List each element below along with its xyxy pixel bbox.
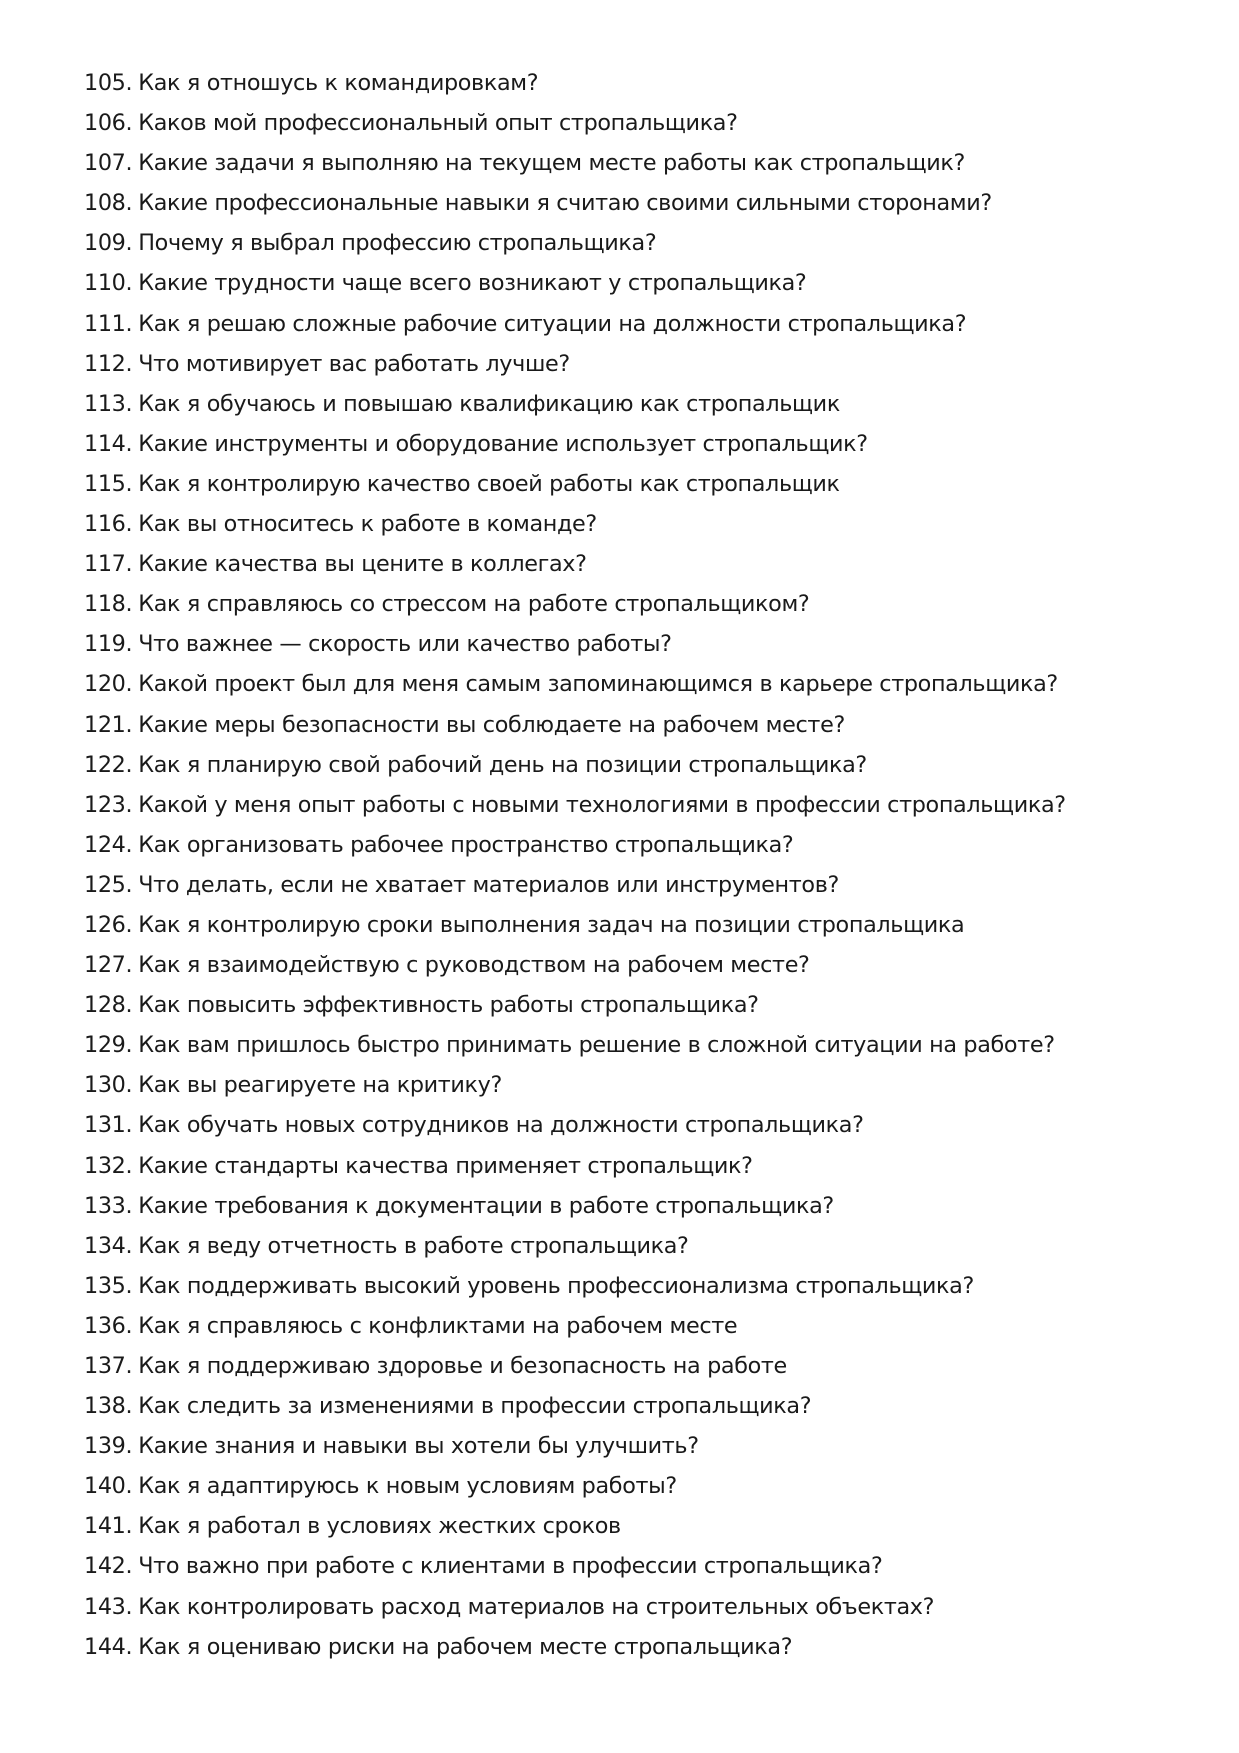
question-text: Как следить за изменениями в профессии стропальщика? (138, 1393, 812, 1420)
question-text: Как обучать новых сотрудников на должности стропальщика? (138, 1112, 864, 1139)
question-text: Как контролировать расход материалов на строительных объектах? (138, 1593, 935, 1620)
question-item (84, 504, 1204, 544)
question-item (84, 905, 1204, 945)
question-item (84, 584, 1204, 624)
question-text: Как я контролирую сроки выполнения задач на позиции стропальщика (138, 911, 965, 938)
question-text: Какие задачи я выполняю на текущем месте работы как стропальщик? (138, 150, 965, 177)
question-item (84, 1226, 1204, 1266)
question-item (84, 1266, 1204, 1306)
question-text: Как организовать рабочее пространство стропальщика? (138, 831, 794, 858)
question-number: 143. (84, 1593, 133, 1620)
question-text: Почему я выбрал профессию стропальщика? (138, 230, 657, 257)
question-item (84, 1587, 1204, 1627)
question-number: 116. (84, 511, 133, 538)
question-item (84, 624, 1204, 664)
question-text: Какие профессиональные навыки я считаю своими сильными сторонами? (138, 190, 992, 217)
question-item (84, 865, 1204, 905)
question-item (84, 1466, 1204, 1506)
question-text: Что важнее — скорость или качество работы? (138, 631, 672, 658)
question-number: 136. (84, 1312, 133, 1339)
question-text: Как я оцениваю риски на рабочем месте стропальщика? (138, 1633, 793, 1660)
question-number: 125. (84, 871, 133, 898)
question-number: 144. (84, 1633, 133, 1660)
question-text: Как я контролирую качество своей работы как стропальщик (138, 470, 840, 497)
question-number: 113. (84, 390, 133, 417)
question-number: 123. (84, 791, 133, 818)
question-text: Какие меры безопасности вы соблюдаете на рабочем месте? (138, 711, 845, 738)
question-number: 109. (84, 230, 133, 257)
question-item (84, 1146, 1204, 1186)
question-item (84, 1546, 1204, 1586)
question-item (84, 63, 1204, 103)
question-number: 132. (84, 1152, 133, 1179)
question-item (84, 1025, 1204, 1065)
question-item (84, 344, 1204, 384)
question-number: 138. (84, 1393, 133, 1420)
question-text: Как я справляюсь со стрессом на работе стропальщиком? (138, 591, 810, 618)
question-number: 108. (84, 190, 133, 217)
question-item (84, 544, 1204, 584)
question-text: Как я обучаюсь и повышаю квалификацию как стропальщик (138, 390, 840, 417)
question-item (84, 384, 1204, 424)
question-text: Какой у меня опыт работы с новыми технологиями в профессии стропальщика? (138, 791, 1066, 818)
question-number: 105. (84, 70, 133, 96)
question-text: Как вам пришлось быстро принимать решение в сложной ситуации на работе? (138, 1032, 1055, 1059)
question-item (84, 464, 1204, 504)
question-item (84, 1386, 1204, 1426)
question-text: Что делать, если не хватает материалов или инструментов? (138, 871, 839, 898)
question-number: 137. (84, 1353, 133, 1379)
question-text: Какие качества вы цените в коллегах? (138, 551, 587, 578)
question-list (84, 63, 1204, 1667)
question-number: 141. (84, 1513, 133, 1540)
question-text: Какие знания и навыки вы хотели бы улучшить? (138, 1433, 699, 1460)
question-text: Как я работал в условиях жестких сроков (138, 1513, 621, 1540)
question-item (84, 785, 1204, 825)
question-item (84, 1306, 1204, 1346)
question-text: Какие стандарты качества применяет стропальщик? (138, 1152, 753, 1179)
question-number: 133. (84, 1192, 133, 1219)
question-number: 120. (84, 671, 133, 698)
question-number: 106. (84, 110, 133, 137)
question-text: Как вы реагируете на критику? (138, 1072, 502, 1099)
question-item (84, 1346, 1204, 1386)
question-item (84, 664, 1204, 704)
question-item (84, 1506, 1204, 1546)
question-text: Что важно при работе с клиентами в профессии стропальщика? (138, 1553, 883, 1580)
question-number: 140. (84, 1473, 133, 1500)
question-number: 126. (84, 911, 133, 938)
question-item (84, 183, 1204, 223)
question-text: Каков мой профессиональный опыт стропальщика? (138, 110, 738, 137)
question-number: 117. (84, 551, 133, 578)
question-text: Как я поддерживаю здоровье и безопасность на работе (138, 1353, 787, 1379)
question-item (84, 985, 1204, 1025)
question-text: Как я планирую свой рабочий день на позиции стропальщика? (138, 751, 867, 778)
question-text: Какой проект был для меня самым запоминающимся в карьере стропальщика? (138, 671, 1058, 698)
question-item (84, 263, 1204, 303)
question-item (84, 1105, 1204, 1145)
question-text: Как я справляюсь с конфликтами на рабочем месте (138, 1312, 738, 1339)
question-text: Какие инструменты и оборудование использует стропальщик? (138, 430, 868, 457)
question-number: 142. (84, 1553, 133, 1580)
question-text: Что мотивирует вас работать лучше? (138, 350, 570, 377)
question-text: Как я отношусь к командировкам? (138, 70, 539, 96)
question-text: Как вы относитесь к работе в команде? (138, 511, 597, 538)
question-number: 127. (84, 952, 133, 979)
question-text: Какие требования к документации в работе стропальщика? (138, 1192, 834, 1219)
question-item (84, 825, 1204, 865)
question-text: Какие трудности чаще всего возникают у стропальщика? (138, 270, 807, 297)
question-number: 119. (84, 631, 133, 658)
question-number: 111. (84, 310, 133, 337)
question-text: Как я решаю сложные рабочие ситуации на должности стропальщика? (138, 310, 967, 337)
question-item (84, 1426, 1204, 1466)
question-number: 139. (84, 1433, 133, 1460)
question-item (84, 745, 1204, 785)
question-number: 118. (84, 591, 133, 618)
question-item (84, 1065, 1204, 1105)
question-number: 121. (84, 711, 133, 738)
question-item (84, 304, 1204, 344)
question-item (84, 1186, 1204, 1226)
question-number: 129. (84, 1032, 133, 1059)
question-item (84, 705, 1204, 745)
question-number: 134. (84, 1232, 133, 1259)
question-item (84, 424, 1204, 464)
question-item (84, 143, 1204, 183)
question-number: 110. (84, 270, 133, 297)
question-item (84, 1627, 1204, 1667)
question-item (84, 945, 1204, 985)
question-number: 122. (84, 751, 133, 778)
question-text: Как поддерживать высокий уровень профессионализма стропальщика? (138, 1272, 974, 1299)
question-number: 114. (84, 430, 133, 457)
question-number: 135. (84, 1272, 133, 1299)
question-number: 112. (84, 350, 133, 377)
question-text: Как я адаптируюсь к новым условиям работы? (138, 1473, 677, 1500)
question-item (84, 223, 1204, 263)
question-number: 130. (84, 1072, 133, 1099)
question-number: 107. (84, 150, 133, 177)
question-item (84, 103, 1204, 143)
question-number: 131. (84, 1112, 133, 1139)
question-number: 124. (84, 831, 133, 858)
question-text: Как повысить эффективность работы стропальщика? (138, 992, 759, 1019)
question-number: 115. (84, 470, 133, 497)
question-text: Как я взаимодействую с руководством на рабочем месте? (138, 952, 810, 979)
question-text: Как я веду отчетность в работе стропальщика? (138, 1232, 689, 1259)
question-number: 128. (84, 992, 133, 1019)
